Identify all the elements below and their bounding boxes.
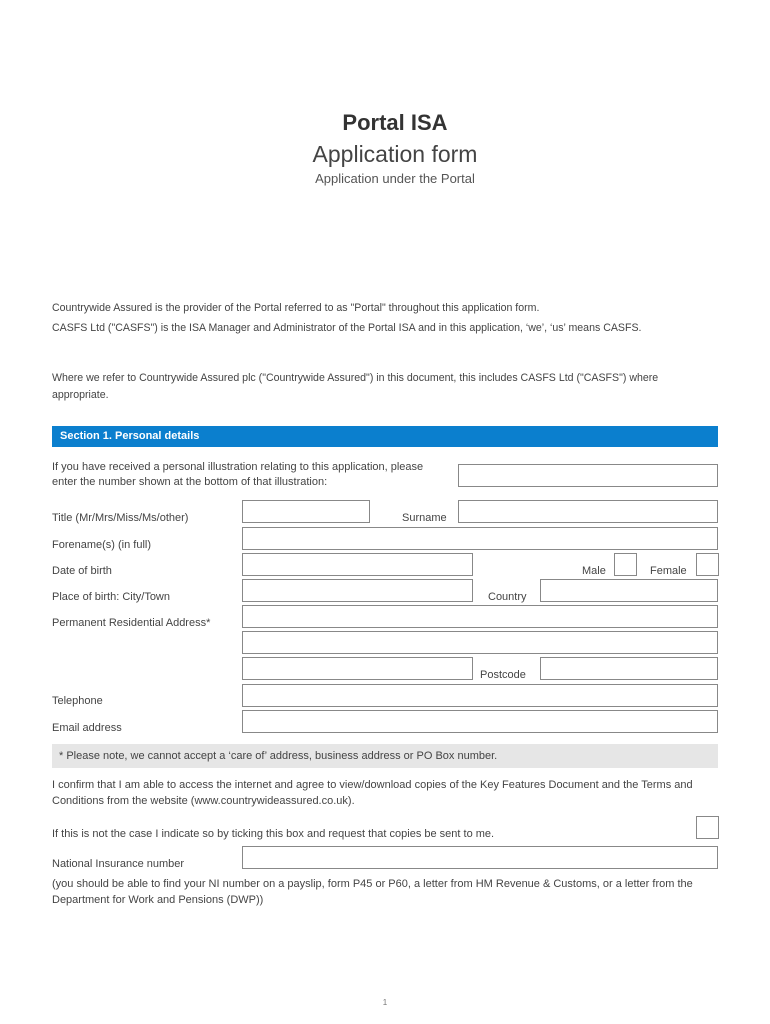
illustration-number-input[interactable] bbox=[458, 464, 718, 487]
male-checkbox[interactable] bbox=[614, 553, 637, 576]
address-line-1-input[interactable] bbox=[242, 605, 718, 628]
title-label: Title (Mr/Mrs/Miss/Ms/other) bbox=[52, 512, 189, 524]
email-input[interactable] bbox=[242, 710, 718, 733]
intro-paragraph-2: CASFS Ltd ("CASFS") is the ISA Manager and Administrator of the Portal ISA and in this application, ‘we’, ‘us’ means CASFS. bbox=[52, 322, 642, 334]
male-label: Male bbox=[582, 565, 606, 577]
confirm-text: I confirm that I am able to access the internet and agree to view/download copies of the Key Features Document and the Terms and Conditions from the website (www.countrywideassured.co.uk). bbox=[52, 779, 693, 807]
intro-paragraph-1: Countrywide Assured is the provider of the Portal referred to as "Portal" throughout this application form. bbox=[52, 302, 540, 314]
address-note-text: * Please note, we cannot accept a ‘care of’ address, business address or PO Box number. bbox=[59, 750, 498, 762]
female-label: Female bbox=[650, 565, 687, 577]
postcode-label: Postcode bbox=[480, 669, 526, 681]
page-title: Portal ISA bbox=[342, 110, 448, 135]
dob-input[interactable] bbox=[242, 553, 473, 576]
surname-label: Surname bbox=[402, 512, 447, 524]
ni-label: National Insurance number bbox=[52, 858, 185, 870]
page-subtitle: Application form bbox=[312, 141, 478, 167]
address-line-3-input[interactable] bbox=[242, 657, 473, 680]
dob-label: Date of birth bbox=[52, 565, 112, 577]
address-line-2-input[interactable] bbox=[242, 631, 718, 654]
ni-help-text: (you should be able to find your NI number on a payslip, form P45 or P60, a letter from HM Revenue & Customs, or a letter from the Department for Work and Pensions (DWP)) bbox=[52, 878, 693, 906]
telephone-input[interactable] bbox=[242, 684, 718, 707]
email-label: Email address bbox=[52, 722, 122, 734]
page-number: 1 bbox=[382, 998, 388, 1007]
copies-checkbox[interactable] bbox=[696, 816, 719, 839]
postcode-input[interactable] bbox=[540, 657, 718, 680]
pob-city-input[interactable] bbox=[242, 579, 473, 602]
forenames-label: Forename(s) (in full) bbox=[52, 539, 152, 551]
ni-number-input[interactable] bbox=[242, 846, 718, 869]
telephone-label: Telephone bbox=[52, 695, 103, 707]
illustration-label: If you have received a personal illustration relating to this application, please enter the number shown at the bottom of that illustration: bbox=[52, 461, 424, 488]
country-input[interactable] bbox=[540, 579, 718, 602]
female-checkbox[interactable] bbox=[696, 553, 719, 576]
address-note bbox=[52, 744, 718, 768]
title-input[interactable] bbox=[242, 500, 370, 523]
address-label: Permanent Residential Address* bbox=[52, 617, 211, 629]
intro-paragraph-3: Where we refer to Countrywide Assured plc ("Countrywide Assured") in this document, this includes CASFS Ltd ("CASFS") where appropriate. bbox=[52, 372, 659, 401]
section-header bbox=[52, 426, 718, 447]
country-label: Country bbox=[488, 591, 527, 603]
surname-input[interactable] bbox=[458, 500, 718, 523]
tick-text: If this is not the case I indicate so by ticking this box and request that copies be sent to me. bbox=[52, 828, 495, 840]
section-title: Section 1. Personal details bbox=[60, 430, 200, 442]
page-subtitle-secondary: Application under the Portal bbox=[315, 171, 475, 186]
forenames-input[interactable] bbox=[242, 527, 718, 550]
pob-label: Place of birth: City/Town bbox=[52, 591, 170, 603]
